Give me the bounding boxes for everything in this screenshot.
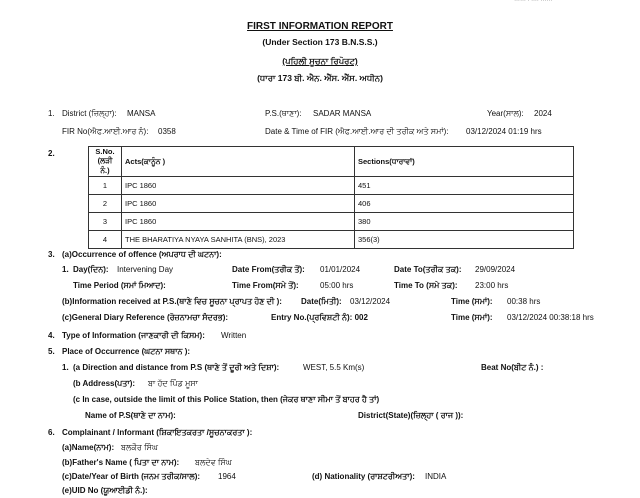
entry-number: Entry No.(ਪ੍ਰਵਿਸ਼ਟੀ ਨੰ): 002	[271, 313, 368, 322]
fir-datetime-value: 03/12/2024 01:19 hrs	[466, 127, 542, 136]
row-act: IPC 1860	[122, 213, 355, 231]
father-name-label: (b)Father's Name ( ਪਿਤਾ ਦਾ ਨਾਮ):	[62, 458, 180, 467]
day-value: Intervening Day	[117, 265, 174, 274]
row-act: THE BHARATIYA NYAYA SANHITA (BNS), 2023	[122, 231, 355, 249]
date-from-label: Date From(ਤਰੀਕ ਤੋਂ):	[232, 265, 305, 274]
fir-number-value: 0358	[158, 127, 176, 136]
year-value: 2024	[534, 109, 552, 118]
header-serial: S.No.(ਲੜੀ ਨੰ.)	[89, 147, 122, 177]
top-edge-fragment: …… . …. ……	[514, 0, 553, 3]
district-state-label: District(State)(ਜ਼ਿਲ੍ਹਾ ( ਰਾਜ )):	[358, 411, 464, 420]
info-type-label: Type of Information (ਜਾਣਕਾਰੀ ਦੀ ਕਿਸਮ):	[62, 331, 205, 340]
district-label: District (ਜ਼ਿਲ੍ਹਾ):	[62, 109, 117, 118]
row-serial: 2	[89, 195, 122, 213]
day-number: 1.	[62, 265, 69, 274]
complainant-label: Complainant / Informant (ਸ਼ਿਕਾਇਤਕਰਤਾ /ਸੂਚਨਾਕਰਤਾ ):	[62, 428, 253, 437]
occurrence-label: (a)Occurrence of offence (ਅਪਰਾਧ ਦੀ ਘਟਨਾ):	[62, 250, 222, 259]
info-received-time-label: Time (ਸਮਾਂ):	[451, 297, 493, 306]
year-label: Year(ਸਾਲ):	[487, 109, 524, 118]
table-header-row	[89, 147, 574, 177]
report-subtitle: (Under Section 173 B.N.S.S.)	[262, 37, 378, 47]
table-row	[89, 195, 574, 213]
address-value: ਬਾ ਹੱਦ ਪਿੰਡ ਮੂਸਾ	[148, 379, 198, 388]
beat-number-label: Beat No(ਬੀਟ ਨੰ.) :	[481, 363, 544, 372]
place-sub-number: 1.	[62, 363, 69, 372]
row-section: 406	[355, 195, 574, 213]
section-2-number: 2.	[48, 149, 55, 158]
date-to-value: 29/09/2024	[475, 265, 516, 274]
fir-datetime-label: Date & Time of FIR (ਐਫ.ਆਈ.ਆਰ ਦੀ ਤਰੀਕ ਅਤੇ ਸਮਾਂ):	[265, 127, 449, 136]
place-label: Place of Occurrence (ਘਟਨਾ ਸਥਾਨ ):	[62, 347, 191, 356]
row-section: 356(3)	[355, 231, 574, 249]
date-from-value: 01/01/2024	[320, 265, 361, 274]
report-title-punjabi: (ਪਹਿਲੀ ਸੂਚਨਾ ਰਿਪੋਰਟ)	[282, 56, 358, 66]
father-name-value: ਬਲਦੇਵ ਸਿੰਘ	[195, 458, 232, 467]
section-4-number: 4.	[48, 331, 55, 340]
table-row	[89, 213, 574, 231]
nationality-value: INDIA	[425, 472, 447, 481]
row-serial: 1	[89, 177, 122, 195]
section-5-number: 5.	[48, 347, 55, 356]
time-to-value: 23:00 hrs	[475, 281, 509, 290]
row-section: 451	[355, 177, 574, 195]
general-diary-label: (c)General Diary Reference (ਰੋਜ਼ਨਾਮਚਾ ਸੰਦਰਭ):	[62, 313, 229, 322]
row-serial: 4	[89, 231, 122, 249]
info-type-value: Written	[221, 331, 247, 340]
row-section: 380	[355, 213, 574, 231]
time-from-value: 05:00 hrs	[320, 281, 354, 290]
direction-distance-value: WEST, 5.5 Km(s)	[303, 363, 365, 372]
acts-sections-table	[88, 146, 574, 249]
section-6-number: 6.	[48, 428, 55, 437]
day-label: Day(ਦਿਨ):	[73, 265, 109, 274]
row-act: IPC 1860	[122, 177, 355, 195]
ps-label: P.S.(ਥਾਣਾ):	[265, 109, 302, 118]
gd-time-label: Time (ਸਮਾਂ):	[451, 313, 493, 322]
header-sections: Sections(ਧਾਰਾਵਾਂ)	[355, 147, 574, 177]
district-value: MANSA	[127, 109, 156, 118]
table-row	[89, 177, 574, 195]
report-title: FIRST INFORMATION REPORT	[247, 21, 393, 32]
outside-limit-label: (c In case, outside the limit of this Police Station, then (ਜੇਕਰ ਥਾਣਾ ਸੀਮਾ ਤੋਂ ਬਾਹਰ ਹੈ ਤਾਂ)	[73, 395, 380, 404]
info-received-label: (b)Information received at P.S.(ਥਾਣੇ ਵਿਚ ਸੂਚਨਾ ਪ੍ਰਾਪਤ ਹੋਣ ਦੀ ):	[62, 297, 282, 306]
time-from-label: Time From(ਸਮੇ ਤੋਂ):	[232, 281, 299, 290]
complainant-name-value: ਬਲਕੌਰ ਸਿੰਘ	[121, 443, 158, 452]
nationality-label: (d) Nationality (ਰਾਸ਼ਟਰੀਅਤਾ):	[312, 472, 415, 481]
complainant-name-label: (a)Name(ਨਾਮ):	[62, 443, 115, 452]
table-row	[89, 231, 574, 249]
info-received-date-value: 03/12/2024	[350, 297, 391, 306]
ps-value: SADAR MANSA	[313, 109, 372, 118]
row-act: IPC 1860	[122, 195, 355, 213]
section-3-number: 3.	[48, 250, 55, 259]
uid-number-label: (e)UID No (ਯੂਆਈਡੀ ਨੰ.):	[62, 486, 148, 495]
info-received-time-value: 00:38 hrs	[507, 297, 541, 306]
gd-time-value: 03/12/2024 00:38:18 hrs	[507, 313, 594, 322]
report-subtitle-punjabi: (ਧਾਰਾ 173 ਬੀ. ਐਨ. ਐੱਸ. ਐੱਸ. ਅਧੀਨ)	[257, 73, 383, 83]
header-acts: Acts(ਕਾਨੂੰਨ )	[122, 147, 355, 177]
direction-distance-label: (a Direction and distance from P.S (ਥਾਣੇ ਤੋਂ ਦੂਰੀ ਅਤੇ ਦਿਸ਼ਾ):	[73, 363, 280, 372]
time-to-label: Time To (ਸਮੇ ਤਕ):	[394, 281, 458, 290]
info-received-date-label: Date(ਮਿਤੀ):	[301, 297, 342, 306]
name-of-ps-label: Name of P.S(ਥਾਣੇ ਦਾ ਨਾਮ):	[85, 411, 176, 420]
birth-date-value: 1964	[218, 472, 236, 481]
time-period-label: Time Period (ਸਮਾਂ ਮਿਆਦ):	[73, 281, 166, 290]
section-1-number: 1.	[48, 109, 55, 118]
birth-date-label: (c)Date/Year of Birth (ਜਨਮ ਤਰੀਕ/ਸਾਲ):	[62, 472, 201, 481]
date-to-label: Date To(ਤਰੀਕ ਤਕ):	[394, 265, 462, 274]
address-label: (b Address(ਪਤਾ):	[73, 379, 136, 388]
row-serial: 3	[89, 213, 122, 231]
fir-number-label: FIR No(ਐਫ.ਆਈ.ਆਰ ਨੰ):	[62, 127, 149, 136]
